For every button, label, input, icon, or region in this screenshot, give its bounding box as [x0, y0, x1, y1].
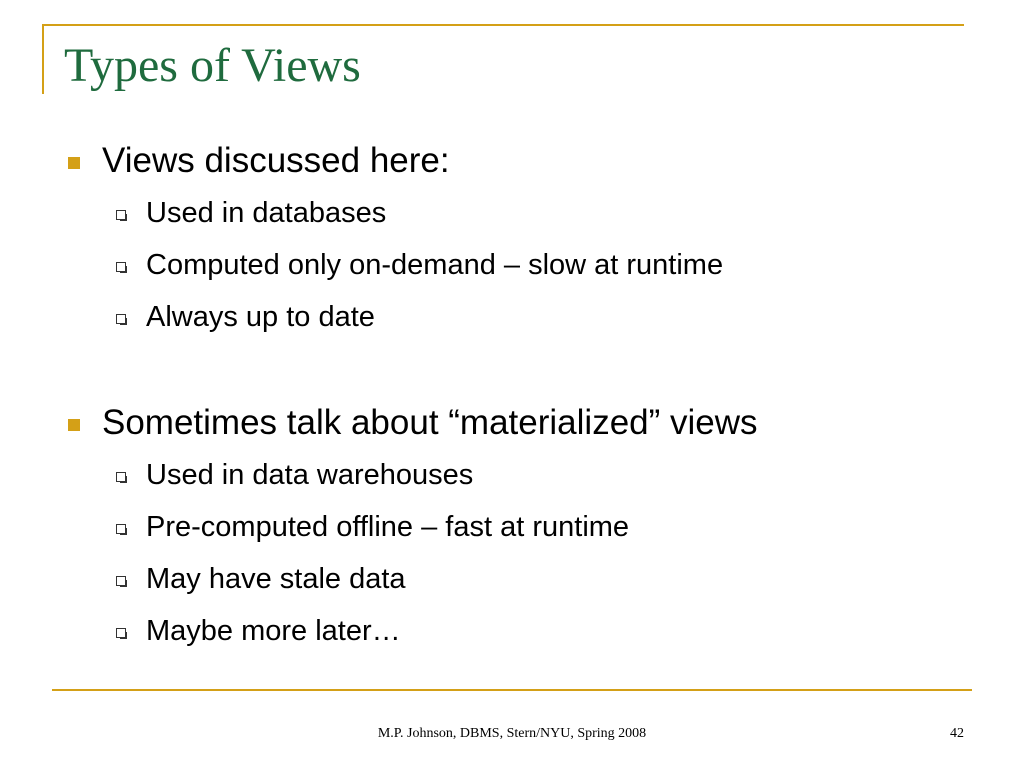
sub-bullet-text: Computed only on-demand – slow at runtime [146, 248, 724, 281]
footer-text: M.P. Johnson, DBMS, Stern/NYU, Spring 2008 [377, 726, 647, 741]
bullet-list [64, 140, 964, 649]
sub-bullet-text: Used in data warehouses [146, 459, 474, 492]
sub-bullet [64, 248, 964, 283]
footer-divider [52, 689, 972, 691]
bullet-views-discussed [64, 140, 964, 182]
bullet-text: Views discussed here: [102, 141, 450, 180]
bullet-text: Sometimes talk about “materialized” views [102, 403, 758, 443]
sub-bullet-text: Pre-computed offline – fast at runtime [146, 511, 630, 544]
sub-bullet [64, 510, 964, 545]
square-bullet-icon [68, 157, 80, 169]
sub-bullet-text: May have stale data [146, 562, 406, 595]
sub-bullet-text: Always up to date [146, 300, 375, 333]
frame-top-line [42, 24, 964, 26]
bullet-materialized-views [64, 402, 964, 444]
sub-bullet [64, 614, 964, 649]
page-number: 42 [950, 726, 964, 741]
frame-left-line [42, 24, 44, 94]
square-bullet-icon [68, 419, 80, 431]
sub-bullet [64, 196, 964, 231]
checkbox-bullet-icon [116, 628, 126, 638]
sub-bullet-text: Used in databases [146, 197, 387, 229]
slide-title: Types of Views [64, 39, 361, 92]
checkbox-bullet-icon [116, 262, 126, 272]
checkbox-bullet-icon [116, 524, 126, 534]
checkbox-bullet-icon [116, 314, 126, 324]
checkbox-bullet-icon [116, 210, 126, 220]
sub-bullet [64, 562, 964, 597]
checkbox-bullet-icon [116, 472, 126, 482]
checkbox-bullet-icon [116, 576, 126, 586]
sub-bullet-text: Maybe more later… [146, 614, 401, 647]
sub-bullet [64, 300, 964, 335]
sub-bullet [64, 458, 964, 493]
section-gap [64, 334, 964, 402]
